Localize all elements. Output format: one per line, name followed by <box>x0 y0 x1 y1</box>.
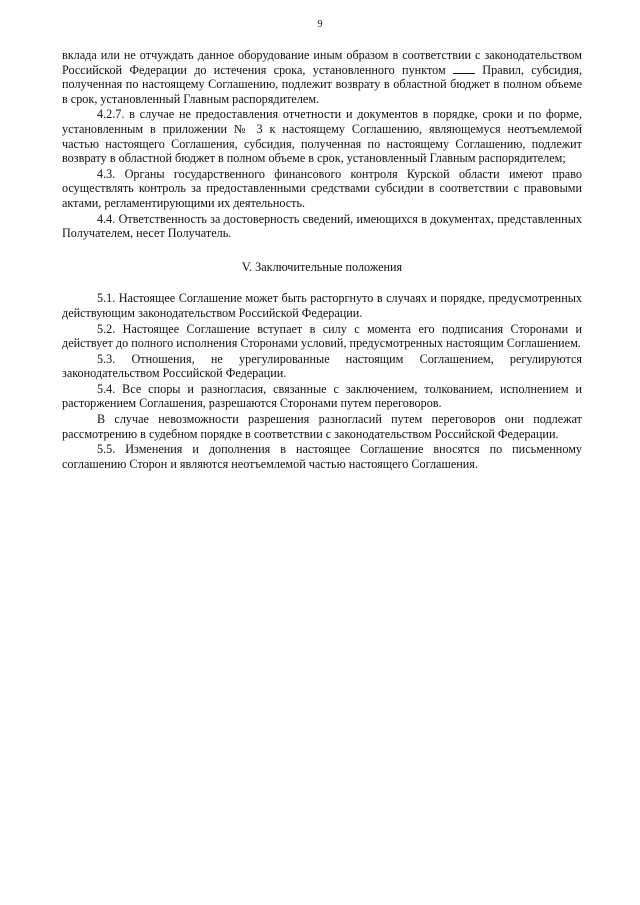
paragraph-4-4: 4.4. Ответственность за достоверность сведений, имеющихся в документах, представленных Получателем, несет Получатель. <box>62 211 582 241</box>
paragraph-5-1: 5.1. Настоящее Соглашение может быть расторгнуто в случаях и порядке, предусмотренных действующим законодательством Российской Федерации. <box>62 291 582 320</box>
section-heading: V. Заключительные положения <box>241 259 403 274</box>
paragraph-text-part-1: вклада или не отчуждать данное оборудование иным образом в соответствии с законодательством Российской Федерации до истечения срока, установленного пунктом <box>62 48 582 77</box>
paragraph-5-4: 5.4. Все споры и разногласия, связанные с заключением, толкованием, исполнением и расторжением Соглашения, разрешаются Сторонами путем переговоров. <box>62 381 582 411</box>
blank-field-line <box>453 63 475 74</box>
page-number: 9 <box>317 19 323 30</box>
paragraph-text-part-2: Правил, субсидия, полученная по настоящему Соглашению, подлежит возврату в областной бюджет в полном объеме в срок, установленный Главным распорядителем. <box>62 62 582 106</box>
paragraph-disputes-court: В случае невозможности разрешения разногласий путем переговоров они подлежат рассмотрению в судебном порядке в соответствии с законодательством Российской Федерации. <box>62 412 582 441</box>
document-body <box>62 48 582 472</box>
paragraph-5-2: 5.2. Настоящее Соглашение вступает в силу с момента его подписания Сторонами и действует до полного исполнения Сторонами условий, предусмотренных настоящим Соглашением. <box>62 321 582 351</box>
paragraph-4-2-7: 4.2.7. в случае не предоставления отчетности и документов в порядке, сроки и по форме, установленным в приложении № 3 к настоящему Соглашению, являющемуся неотъемлемой частью настоящего Соглашения, субсидия, полученная по настоящему Соглашению, подлежит возврату в областной бюджет в полном объеме в срок, установленный Главным распорядителем; <box>62 107 582 166</box>
paragraph-equipment-clause <box>62 48 582 106</box>
paragraph-5-5: 5.5. Изменения и дополнения в настоящее Соглашение вносятся по письменному соглашению Сторон и являются неотъемлемой частью настоящего Соглашения. <box>62 442 582 471</box>
paragraph-4-3: 4.3. Органы государственного финансового контроля Курской области имеют право осуществлять контроль за предоставленными средствами субсидии в соответствии с правовыми актами, регламентирующими их деятельность. <box>62 166 582 210</box>
paragraph-5-3: 5.3. Отношения, не урегулированные настоящим Соглашением, регулируются законодательством Российской Федерации. <box>62 351 582 381</box>
